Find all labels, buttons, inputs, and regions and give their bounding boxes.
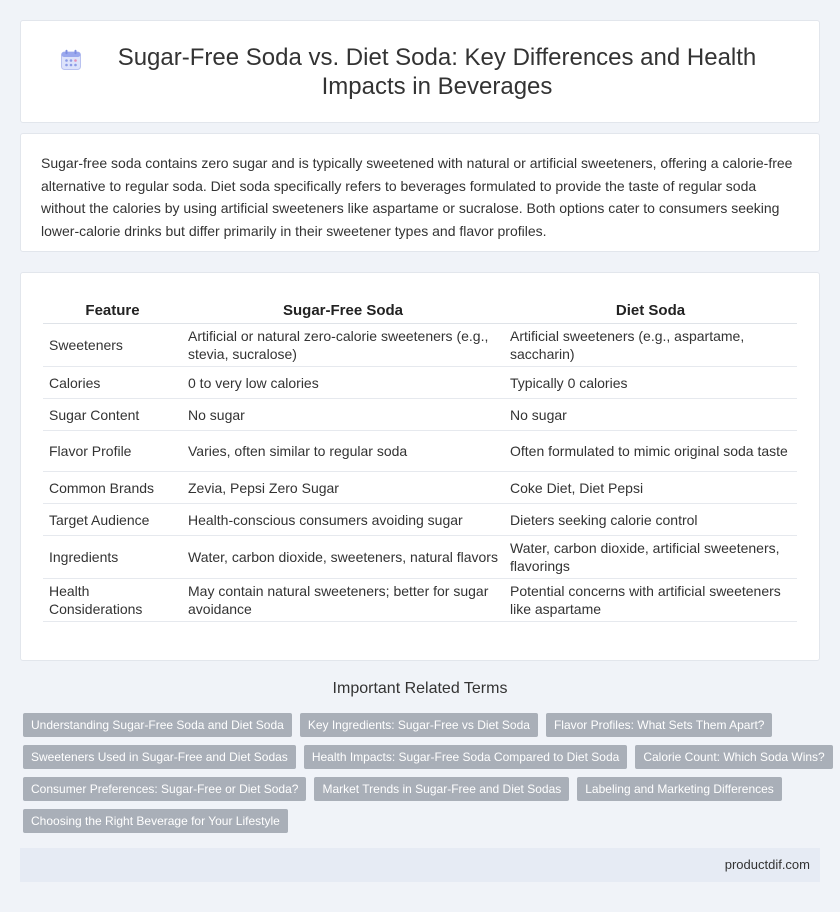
sugar-free-cell: May contain natural sweeteners; better for sugar avoidance: [182, 579, 504, 622]
sugar-free-cell: Water, carbon dioxide, sweeteners, natural flavors: [182, 536, 504, 579]
diet-cell: Artificial sweeteners (e.g., aspartame, saccharin): [504, 324, 797, 367]
tag-row: [23, 745, 823, 769]
sugar-free-cell: 0 to very low calories: [182, 367, 504, 399]
page-title: Sugar-Free Soda vs. Diet Soda: Key Differences and Health Impacts in Beverages: [117, 43, 757, 100]
feature-cell: Sugar Content: [43, 399, 182, 431]
related-terms-tags: [23, 713, 823, 841]
column-header-feature: Feature: [43, 295, 182, 324]
comparison-table: [43, 295, 797, 622]
footer: [20, 848, 820, 882]
feature-cell: Health Considerations: [43, 579, 182, 622]
footer-site-link[interactable]: productdif.com: [724, 857, 810, 872]
comparison-card: [20, 272, 820, 661]
diet-cell: No sugar: [504, 399, 797, 431]
tag-row: [23, 809, 823, 833]
diet-cell: Typically 0 calories: [504, 367, 797, 399]
intro-card: [20, 133, 820, 252]
related-term-tag[interactable]: Key Ingredients: Sugar-Free vs Diet Soda: [300, 713, 538, 737]
table-row: [43, 504, 797, 536]
feature-cell: Common Brands: [43, 472, 182, 504]
diet-cell: Water, carbon dioxide, artificial sweeteners, flavorings: [504, 536, 797, 579]
table-row: [43, 579, 797, 622]
table-row: [43, 431, 797, 472]
header-card: [20, 20, 820, 123]
related-term-tag[interactable]: Choosing the Right Beverage for Your Lifestyle: [23, 809, 288, 833]
related-term-tag[interactable]: Calorie Count: Which Soda Wins?: [635, 745, 832, 769]
table-row: [43, 399, 797, 431]
feature-cell: Target Audience: [43, 504, 182, 536]
sugar-free-cell: Zevia, Pepsi Zero Sugar: [182, 472, 504, 504]
related-term-tag[interactable]: Flavor Profiles: What Sets Them Apart?: [546, 713, 773, 737]
table-row: [43, 324, 797, 367]
related-term-tag[interactable]: Health Impacts: Sugar-Free Soda Compared to Diet Soda: [304, 745, 628, 769]
feature-cell: Flavor Profile: [43, 431, 182, 472]
column-header-diet: Diet Soda: [504, 295, 797, 324]
calendar-icon: [60, 49, 82, 71]
diet-cell: Dieters seeking calorie control: [504, 504, 797, 536]
related-term-tag[interactable]: Labeling and Marketing Differences: [577, 777, 782, 801]
table-row: [43, 472, 797, 504]
intro-paragraph: Sugar-free soda contains zero sugar and is typically sweetened with natural or artificial sweeteners, offering a calorie-free alternative to regular soda. Diet soda specifically refers to beverages formulated to provide the taste of regular soda without the calories by using artificial sweeteners like aspartame or sucralose. Both options cater to consumers seeking lower-calorie drinks but differ primarily in their sweetener types and flavor profiles.: [41, 155, 793, 239]
feature-cell: Ingredients: [43, 536, 182, 579]
related-term-tag[interactable]: Sweeteners Used in Sugar-Free and Diet Sodas: [23, 745, 296, 769]
table-header-row: [43, 295, 797, 324]
table-row: [43, 536, 797, 579]
feature-cell: Sweeteners: [43, 324, 182, 367]
column-header-sugar-free: Sugar-Free Soda: [182, 295, 504, 324]
sugar-free-cell: No sugar: [182, 399, 504, 431]
sugar-free-cell: Health-conscious consumers avoiding sugar: [182, 504, 504, 536]
diet-cell: Often formulated to mimic original soda taste: [504, 431, 797, 472]
related-term-tag[interactable]: Consumer Preferences: Sugar-Free or Diet Soda?: [23, 777, 306, 801]
sugar-free-cell: Artificial or natural zero-calorie sweeteners (e.g., stevia, sucralose): [182, 324, 504, 367]
tag-row: [23, 713, 823, 737]
tag-row: [23, 777, 823, 801]
related-term-tag[interactable]: Market Trends in Sugar-Free and Diet Sodas: [314, 777, 569, 801]
related-term-tag[interactable]: Understanding Sugar-Free Soda and Diet Soda: [23, 713, 292, 737]
diet-cell: Potential concerns with artificial sweeteners like aspartame: [504, 579, 797, 622]
feature-cell: Calories: [43, 367, 182, 399]
title-wrap: [60, 43, 780, 101]
sugar-free-cell: Varies, often similar to regular soda: [182, 431, 504, 472]
diet-cell: Coke Diet, Diet Pepsi: [504, 472, 797, 504]
related-terms-title: Important Related Terms: [332, 680, 508, 697]
table-row: [43, 367, 797, 399]
